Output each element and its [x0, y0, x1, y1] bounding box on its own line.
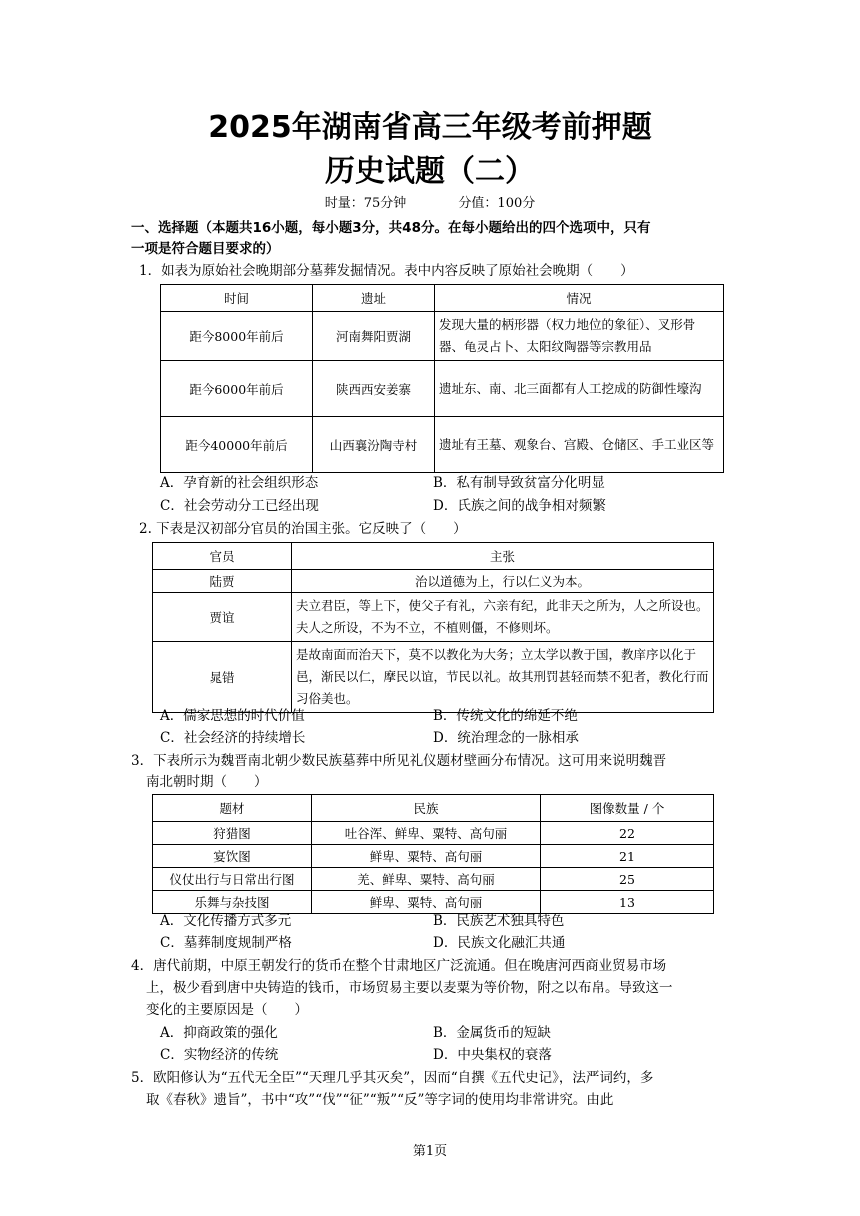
table-row — [153, 570, 714, 593]
q2-option-b: B．传统文化的绵延不绝 — [433, 708, 578, 724]
q3-option-b: B．民族艺术独具特色 — [433, 913, 565, 929]
table-row — [153, 642, 714, 713]
q1-option-a: A．孕育新的社会组织形态 — [160, 475, 319, 491]
q3-cell-ethnic: 鲜卑、粟特、高句丽 — [312, 891, 541, 914]
q3-header-subject: 题材 — [153, 795, 312, 822]
q1-option-c: C．社会劳动分工已经出现 — [160, 498, 319, 514]
q3-stem-cont: 南北朝时期（ ） — [146, 774, 268, 790]
q3-cell-count: 25 — [541, 868, 714, 891]
q2-option-d: D．统治理念的一脉相承 — [433, 730, 579, 746]
q3-cell-ethnic: 羌、鲜卑、粟特、高句丽 — [312, 868, 541, 891]
q3-cell-subject: 狩猎图 — [153, 822, 312, 845]
q2-table — [152, 542, 714, 713]
q1-cell-time: 距今6000年前后 — [161, 361, 313, 417]
q2-cell-official: 贾谊 — [153, 593, 292, 642]
q2-option-c: C．社会经济的持续增长 — [160, 730, 306, 746]
q1-cell-time: 距今40000年前后 — [161, 417, 313, 473]
q3-cell-ethnic: 吐谷浑、鲜卑、粟特、高句丽 — [312, 822, 541, 845]
q1-table — [160, 284, 724, 473]
table-row — [153, 593, 714, 642]
q1-cell-site: 陕西西安姜寨 — [313, 361, 435, 417]
table-row — [153, 822, 714, 845]
q4-stem-cont: 上，极少看到唐中央铸造的钱币，市场贸易主要以麦粟为等价物，附之以布帛。导致这一 — [146, 980, 673, 996]
q3-option-d: D．民族文化融汇共通 — [433, 935, 566, 951]
q2-cell-official: 陆贾 — [153, 570, 292, 593]
q1-cell-desc: 发现大量的柄形器（权力地位的象征）、叉形骨器、龟灵占卜、太阳纹陶器等宗教用品 — [435, 312, 724, 361]
q2-header-claim: 主张 — [292, 543, 714, 570]
q1-cell-site: 河南舞阳贾湖 — [313, 312, 435, 361]
q4-option-c: C．实物经济的传统 — [160, 1047, 279, 1063]
q2-cell-claim: 治以道德为上，行以仁义为本。 — [292, 570, 714, 593]
exam-meta — [0, 195, 860, 213]
q4-option-d: D．中央集权的衰落 — [433, 1047, 552, 1063]
table-row — [161, 312, 724, 361]
q2-cell-claim: 是故南面而治天下，莫不以教化为大务；立太学以教于国，教庠序以化于邑，渐民以仁，摩民以谊，节民以礼。故其刑罚甚轻而禁不犯者，教化行而习俗美也。 — [292, 642, 714, 713]
q3-stem: 3．下表所示为魏晋南北朝少数民族墓葬中所见礼仪题材壁画分布情况。这可用来说明魏晋 — [131, 753, 667, 769]
q2-stem: 2. 下表是汉初部分官员的治国主张。它反映了（ ） — [139, 521, 467, 537]
q2-header-official: 官员 — [153, 543, 292, 570]
q1-option-d: D．氏族之间的战争相对频繁 — [433, 498, 606, 514]
q1-stem: 1．如表为原始社会晚期部分墓葬发掘情况。表中内容反映了原始社会晚期（ ） — [139, 263, 634, 279]
table-row — [153, 868, 714, 891]
q1-cell-time: 距今8000年前后 — [161, 312, 313, 361]
q1-cell-desc: 遗址东、南、北三面都有人工挖成的防御性壕沟 — [435, 361, 724, 417]
q3-cell-count: 13 — [541, 891, 714, 914]
section-heading-cont: 一项是符合题目要求的） — [131, 241, 280, 257]
q1-option-b: B．私有制导致贫富分化明显 — [433, 475, 605, 491]
q3-cell-subject: 乐舞与杂技图 — [153, 891, 312, 914]
exam-title: 2025年湖南省高三年级考前押题 — [208, 110, 652, 145]
q1-header-site: 遗址 — [313, 285, 435, 312]
exam-time: 时量：75分钟 — [324, 196, 407, 211]
q3-header-count: 图像数量 / 个 — [541, 795, 714, 822]
q4-stem: 4．唐代前期，中原王朝发行的货币在整个甘肃地区广泛流通。但在晚唐河西商业贸易市场 — [131, 958, 667, 974]
q1-cell-desc: 遗址有王墓、观象台、宫殿、仓储区、手工业区等 — [435, 417, 724, 473]
table-row — [161, 417, 724, 473]
q3-table — [152, 794, 714, 914]
q2-cell-official: 晁错 — [153, 642, 292, 713]
section-heading: 一、选择题（本题共16小题，每小题3分，共48分。在每小题给出的四个选项中，只有 — [131, 220, 651, 236]
page-number: 第1页 — [412, 1144, 448, 1159]
q3-cell-count: 22 — [541, 822, 714, 845]
exam-score: 分值：100分 — [458, 196, 536, 211]
q5-stem-cont: 取《春秋》遗旨”，书中“攻”“伐”“征”“叛”“反”等字词的使用均非常讲究。由此 — [146, 1092, 614, 1108]
q2-cell-claim: 夫立君臣，等上下，使父子有礼，六亲有纪，此非天之所为，人之所设也。夫人之所设，不为不立，不植则僵，不修则坏。 — [292, 593, 714, 642]
q3-option-a: A．文化传播方式多元 — [160, 913, 292, 929]
q4-option-b: B．金属货币的短缺 — [433, 1025, 551, 1041]
q3-cell-count: 21 — [541, 845, 714, 868]
q3-header-ethnic: 民族 — [312, 795, 541, 822]
q3-cell-ethnic: 鲜卑、粟特、高句丽 — [312, 845, 541, 868]
q3-cell-subject: 仪仗出行与日常出行图 — [153, 868, 312, 891]
q3-cell-subject: 宴饮图 — [153, 845, 312, 868]
q1-header-time: 时间 — [161, 285, 313, 312]
q2-option-a: A．儒家思想的时代价值 — [160, 708, 305, 724]
q1-header-desc: 情况 — [435, 285, 724, 312]
q5-stem: 5．欧阳修认为“五代无全臣”“天理几乎其灭矣”，因而“自撰《五代史记》，法严词约，多 — [131, 1070, 654, 1086]
exam-subtitle: 历史试题（二） — [325, 154, 535, 189]
table-row — [153, 845, 714, 868]
q1-cell-site: 山西襄汾陶寺村 — [313, 417, 435, 473]
table-row — [161, 361, 724, 417]
q4-option-a: A．抑商政策的强化 — [160, 1025, 278, 1041]
q4-stem-cont2: 变化的主要原因是（ ） — [146, 1002, 308, 1018]
q3-option-c: C．墓葬制度规制严格 — [160, 935, 292, 951]
